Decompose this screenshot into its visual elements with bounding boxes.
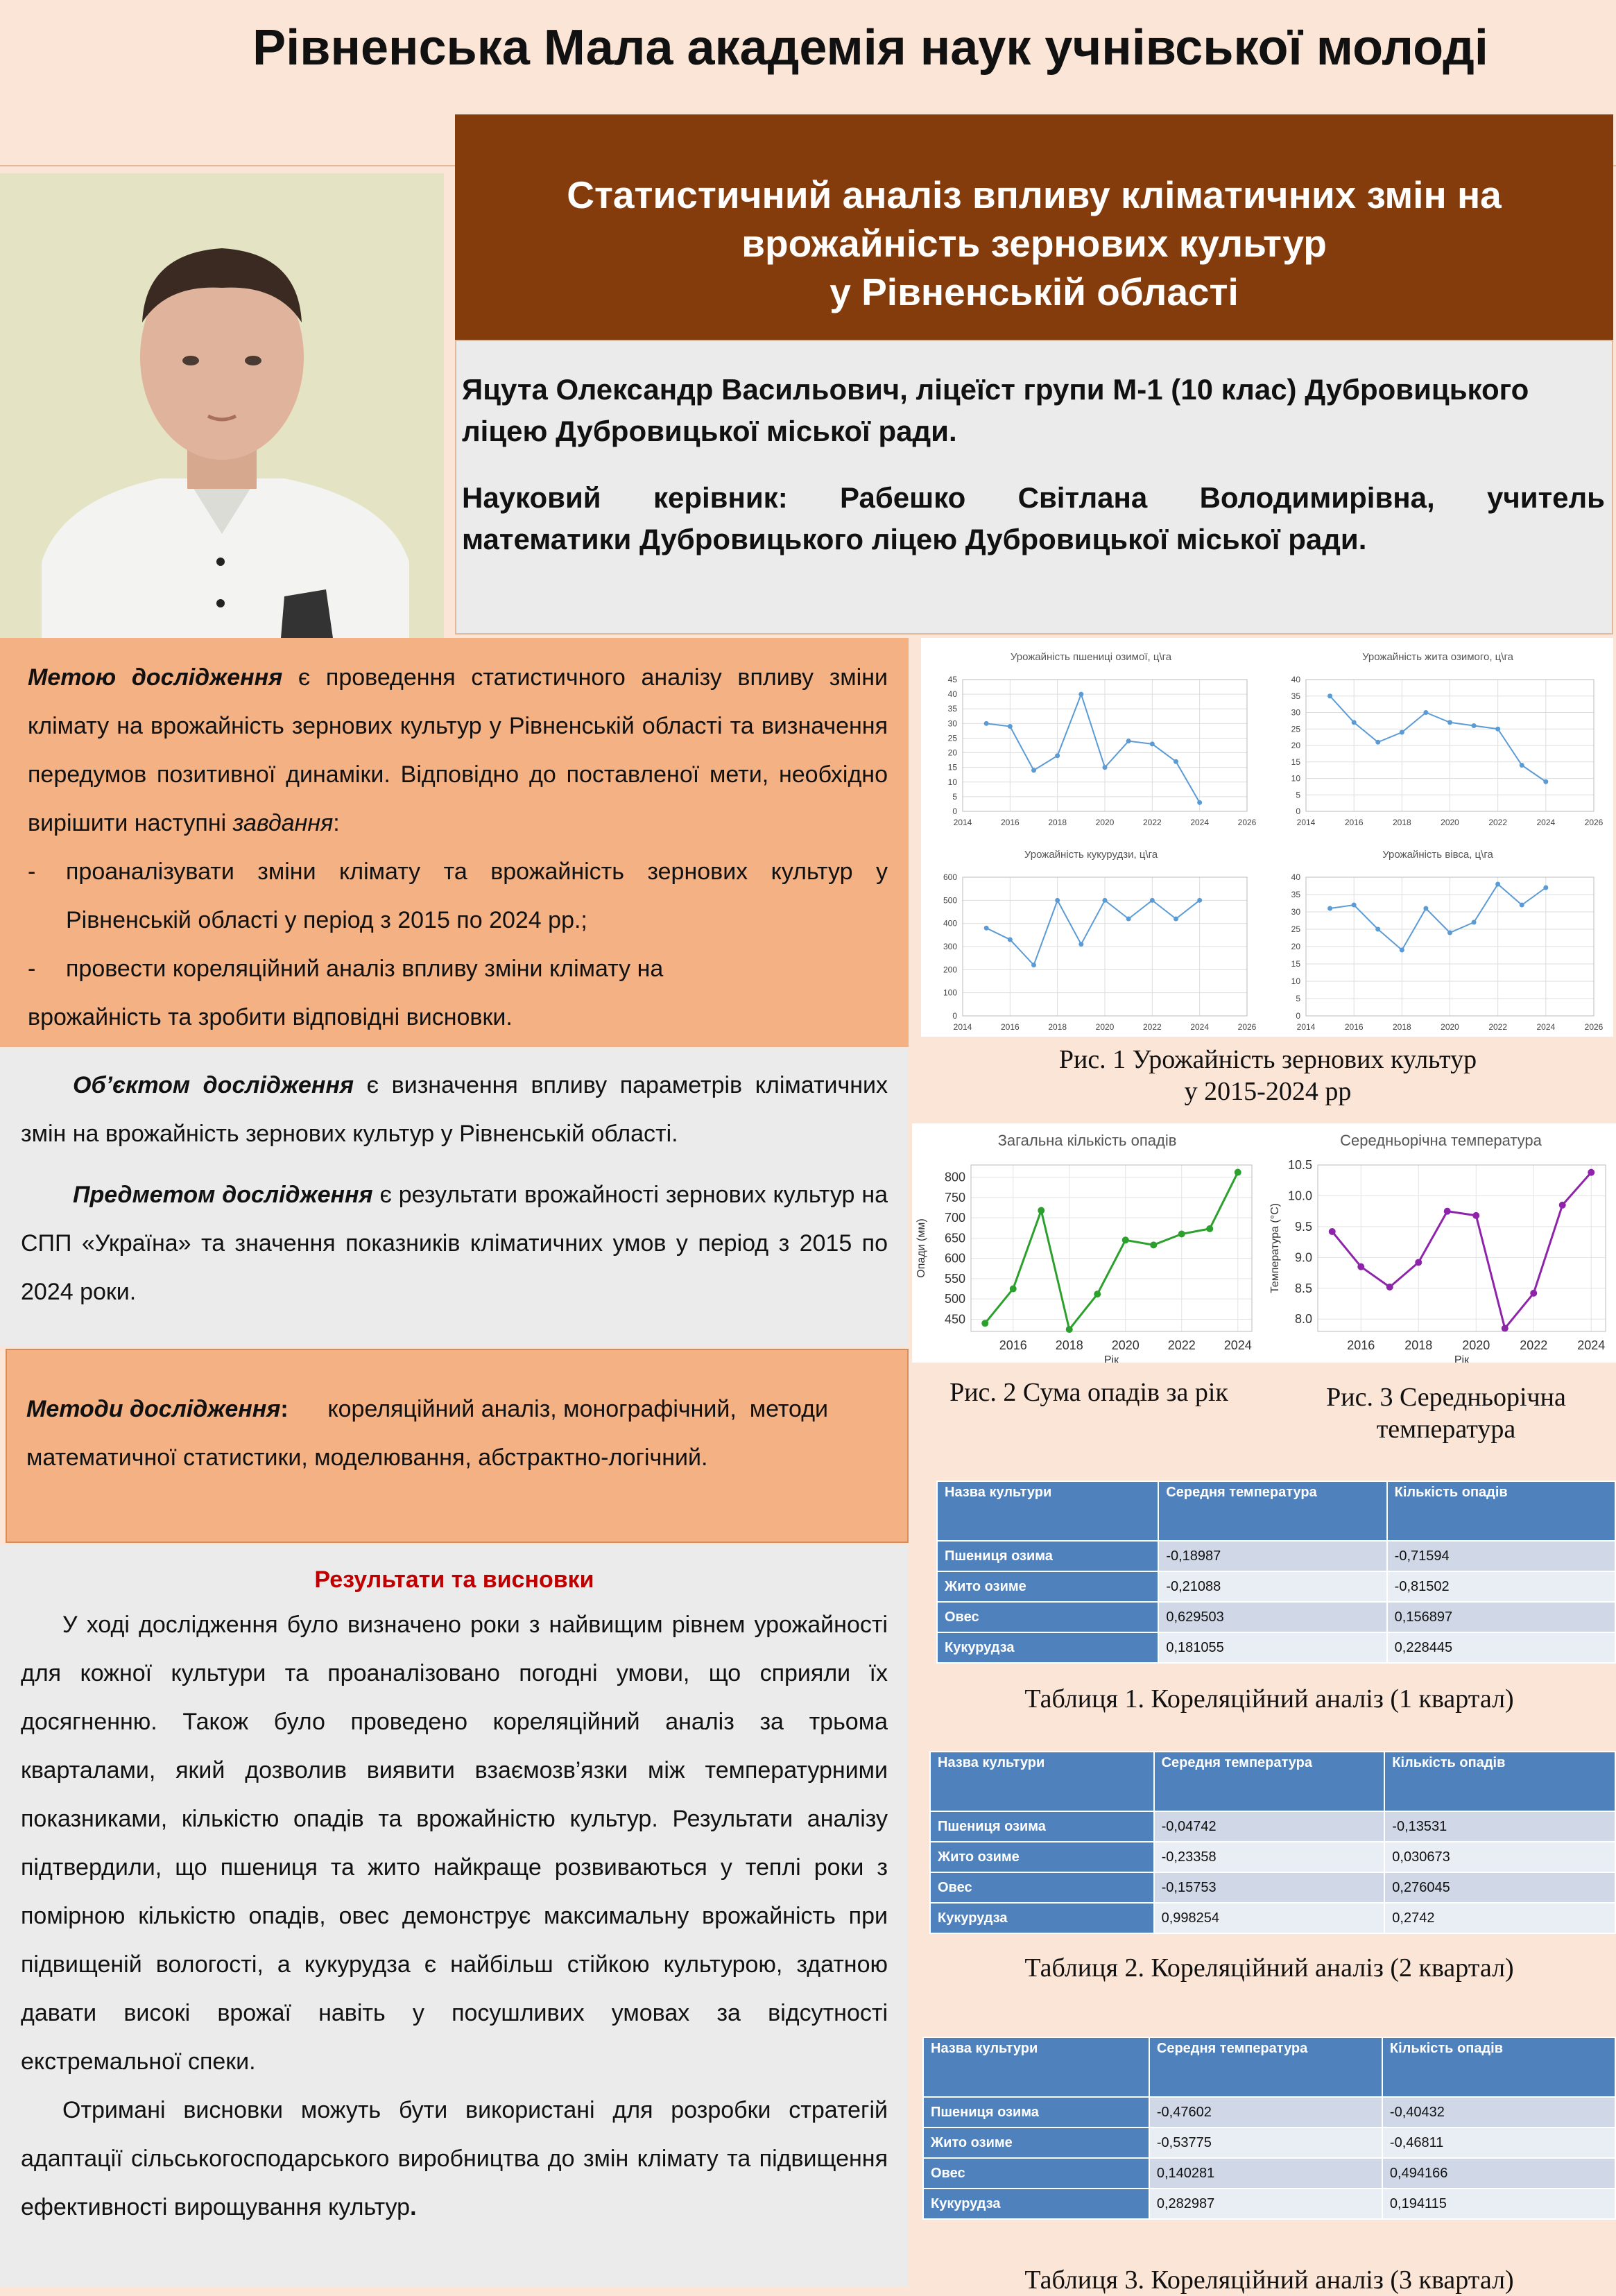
task-item bbox=[28, 847, 888, 944]
x-tick-label: 2022 bbox=[1142, 1022, 1162, 1032]
title-line: у Рівненській області bbox=[830, 270, 1239, 313]
x-tick-label: 2018 bbox=[1392, 1022, 1411, 1032]
table-header-cell: Кількість опадів bbox=[1384, 1752, 1615, 1811]
y-tick-label: 9.0 bbox=[1294, 1250, 1312, 1265]
crop-name-cell: Овес bbox=[937, 1602, 1158, 1632]
y-tick-label: 30 bbox=[1291, 907, 1300, 917]
y-tick-label: 10.5 bbox=[1287, 1158, 1312, 1172]
results-section bbox=[0, 1545, 921, 2287]
table-row bbox=[923, 2127, 1615, 2158]
correlation-value-cell: -0,81502 bbox=[1387, 1571, 1615, 1602]
object-paragraph bbox=[21, 1061, 888, 1158]
data-point bbox=[1031, 768, 1036, 772]
data-point bbox=[1122, 1236, 1129, 1243]
y-tick-label: 25 bbox=[1291, 724, 1300, 734]
table-header-cell: Назва культури bbox=[930, 1752, 1154, 1811]
data-point bbox=[1543, 779, 1548, 784]
data-point bbox=[1588, 1169, 1594, 1176]
y-tick-label: 10 bbox=[1291, 773, 1300, 784]
fig3-caption bbox=[1276, 1381, 1616, 1445]
results-p2-end: . bbox=[410, 2194, 417, 2220]
y-tick-label: 8.5 bbox=[1294, 1281, 1312, 1295]
y-tick-label: 0 bbox=[1296, 806, 1300, 816]
data-point bbox=[1078, 942, 1083, 947]
table-row bbox=[930, 1842, 1615, 1872]
methods-label: Методи дослідження bbox=[26, 1396, 281, 1422]
y-tick-label: 8.0 bbox=[1294, 1312, 1312, 1327]
data-point bbox=[1530, 1290, 1537, 1297]
results-paragraph: У ході дослідження було визначено роки з найвищим рівнем урожайності для кожної культури та проаналізовано погодні умови, що сприяли їх досягненню. Також було проведено кореляційний аналіз за трьома кварталами, який дозволив виявити взаємозв’язки між температурними показниками, кількістю опадів та врожайністю культур. Результати аналізу підтвердили, що пшениця та жито найкраще розвиваються у теплі роки з помірною кількістю опадів, овес демонструє максимальну врожайність при підвищеній вологості, а кукурудза є найбільш стійкою культурою, здатною давати високі врожаї навіть у посушливих умовах за відсутності екстремальної спеки. bbox=[21, 1612, 888, 2075]
y-tick-label: 40 bbox=[1291, 675, 1300, 684]
table-header-cell: Кількість опадів bbox=[1382, 2037, 1615, 2097]
data-point bbox=[1174, 759, 1178, 764]
data-point bbox=[1031, 963, 1036, 967]
chart-title: Урожайність жита озимого, ц\га bbox=[1362, 651, 1513, 663]
data-point bbox=[1038, 1207, 1045, 1214]
data-point bbox=[1206, 1225, 1213, 1232]
chart-title: Урожайність пшениці озимої, ц\га bbox=[1010, 651, 1172, 663]
y-tick-label: 35 bbox=[1291, 890, 1300, 899]
data-point bbox=[1502, 1325, 1508, 1332]
methods-colon: : bbox=[280, 1396, 289, 1422]
correlation-value-cell: 0,276045 bbox=[1384, 1872, 1615, 1903]
author-photo bbox=[0, 173, 444, 638]
title-bar bbox=[455, 114, 1613, 170]
crop-name-cell: Жито озиме bbox=[937, 1571, 1158, 1602]
x-tick-label: 2020 bbox=[1095, 818, 1115, 827]
task-dash: - bbox=[28, 858, 36, 885]
x-tick-label: 2016 bbox=[1000, 1022, 1020, 1032]
portrait-image bbox=[0, 173, 444, 638]
table-header-cell: Назва культури bbox=[937, 1481, 1158, 1541]
table2-caption: Таблиця 2. Кореляційний аналіз (2 квартал) bbox=[1024, 1953, 1514, 1983]
table-row bbox=[937, 1541, 1615, 1571]
data-point bbox=[1178, 1231, 1185, 1238]
table-row bbox=[923, 2158, 1615, 2189]
y-tick-label: 25 bbox=[1291, 924, 1300, 934]
correlation-value-cell: 0,194115 bbox=[1382, 2189, 1615, 2219]
x-tick-label: 2026 bbox=[1237, 1022, 1257, 1032]
data-point bbox=[1357, 1263, 1364, 1270]
y-tick-label: 200 bbox=[943, 965, 957, 975]
data-point bbox=[1447, 931, 1452, 935]
advisor-line: Науковий керівник: Рабешко Світлана Володимирівна, учитель bbox=[462, 481, 1605, 514]
data-point bbox=[1423, 710, 1428, 715]
x-tick-label: 2024 bbox=[1536, 1022, 1556, 1032]
data-point bbox=[1400, 948, 1404, 953]
data-point bbox=[1094, 1291, 1101, 1297]
data-point bbox=[984, 926, 989, 931]
methods-section bbox=[6, 1349, 909, 1543]
correlation-value-cell: 0,140281 bbox=[1149, 2158, 1382, 2189]
x-tick-label: 2024 bbox=[1536, 818, 1556, 827]
correlation-value-cell: 0,282987 bbox=[1149, 2189, 1382, 2219]
data-point bbox=[1329, 1228, 1336, 1235]
x-tick-label: 2016 bbox=[1347, 1338, 1375, 1352]
data-point bbox=[1472, 920, 1477, 925]
data-point bbox=[1078, 692, 1083, 697]
series-line bbox=[986, 694, 1200, 802]
precipitation-chart bbox=[912, 1123, 1262, 1363]
correlation-value-cell: -0,53775 bbox=[1149, 2127, 1382, 2158]
data-point bbox=[1197, 800, 1202, 805]
y-tick-label: 550 bbox=[944, 1271, 965, 1286]
data-point bbox=[1150, 741, 1155, 746]
subject-paragraph bbox=[21, 1171, 888, 1316]
tasks-colon: : bbox=[333, 810, 340, 836]
y-tick-label: 600 bbox=[943, 872, 957, 882]
y-tick-label: 35 bbox=[1291, 691, 1300, 701]
data-point bbox=[1150, 1241, 1157, 1248]
y-tick-label: 15 bbox=[1291, 757, 1300, 767]
crop-name-cell: Овес bbox=[930, 1872, 1154, 1903]
correlation-value-cell: -0,23358 bbox=[1154, 1842, 1385, 1872]
data-point bbox=[1495, 882, 1500, 887]
crop-name-cell: Кукурудза bbox=[923, 2189, 1149, 2219]
data-point bbox=[1543, 886, 1548, 890]
aim-label: Метою дослідження bbox=[28, 664, 283, 691]
aim-text: є проведення статистичного аналізу впливу зміни клімату на врожайність зернових культур у Рівненській області та визначення передумов позитивної динаміки. Відповідно до поставленої мети, необхідно вирішити наступні bbox=[28, 664, 888, 836]
y-tick-label: 30 bbox=[1291, 707, 1300, 718]
data-point bbox=[1010, 1286, 1017, 1293]
y-tick-label: 40 bbox=[947, 689, 957, 700]
x-tick-label: 2016 bbox=[1344, 1022, 1364, 1032]
data-point bbox=[1352, 903, 1357, 908]
data-point bbox=[1327, 693, 1332, 698]
data-point bbox=[1352, 720, 1357, 725]
table-header-cell: Середня температура bbox=[1158, 1481, 1386, 1541]
data-point bbox=[1197, 898, 1202, 903]
data-point bbox=[1375, 740, 1380, 745]
temperature-chart bbox=[1266, 1123, 1616, 1363]
data-point bbox=[1055, 898, 1060, 903]
tasks-word: завдання bbox=[232, 810, 334, 836]
correlation-table-2 bbox=[929, 1751, 1616, 1934]
data-point bbox=[1126, 917, 1131, 922]
table-header-cell: Назва культури bbox=[923, 2037, 1149, 2097]
crop-name-cell: Кукурудза bbox=[930, 1903, 1154, 1933]
correlation-value-cell: 0,494166 bbox=[1382, 2158, 1615, 2189]
table-row bbox=[930, 1903, 1615, 1933]
data-point bbox=[1375, 927, 1380, 932]
rye-yield-chart bbox=[1268, 638, 1608, 832]
object-section bbox=[0, 1048, 909, 1347]
caption-line: Рис. 3 Середньорічна bbox=[1326, 1383, 1566, 1412]
correlation-value-cell: 0,181055 bbox=[1158, 1632, 1386, 1663]
correlation-value-cell: -0,15753 bbox=[1154, 1872, 1385, 1903]
data-point bbox=[1235, 1169, 1241, 1176]
table1-caption: Таблиця 1. Кореляційний аналіз (1 квартал) bbox=[1024, 1684, 1514, 1714]
data-point bbox=[1400, 730, 1404, 735]
x-tick-label: 2024 bbox=[1190, 1022, 1210, 1032]
caption-line: Рис. 1 Урожайність зернових культур bbox=[1058, 1045, 1477, 1074]
x-tick-label: 2016 bbox=[999, 1338, 1027, 1352]
data-point bbox=[1066, 1326, 1073, 1333]
crop-name-cell: Овес bbox=[923, 2158, 1149, 2189]
x-tick-label: 2020 bbox=[1441, 1022, 1459, 1032]
x-tick-label: 2016 bbox=[1000, 818, 1020, 827]
correlation-value-cell: 0,030673 bbox=[1384, 1842, 1615, 1872]
task-item bbox=[28, 944, 888, 993]
data-point bbox=[1008, 938, 1013, 942]
data-point bbox=[1103, 898, 1108, 903]
data-point bbox=[1520, 763, 1524, 768]
y-tick-label: 500 bbox=[943, 895, 957, 906]
author-info bbox=[455, 340, 1613, 635]
y-axis-label: Опади (мм) bbox=[916, 1218, 927, 1278]
aim-paragraph bbox=[28, 653, 888, 847]
x-tick-label: 2014 bbox=[1296, 818, 1316, 827]
y-tick-label: 800 bbox=[944, 1170, 965, 1184]
data-point bbox=[1444, 1208, 1451, 1215]
object-text: є визначення впливу параметрів кліматичних змін на врожайність зернових культур у Рівненській області. bbox=[21, 1072, 888, 1147]
results-heading: Результати та висновки bbox=[314, 1566, 594, 1593]
x-tick-label: 2014 bbox=[953, 818, 972, 827]
advisor bbox=[462, 477, 1605, 560]
y-tick-label: 9.5 bbox=[1294, 1219, 1312, 1234]
data-point bbox=[1415, 1259, 1422, 1266]
correlation-value-cell: 0,998254 bbox=[1154, 1903, 1385, 1933]
data-point bbox=[1386, 1284, 1393, 1291]
table-row bbox=[923, 2189, 1615, 2219]
x-tick-label: 2024 bbox=[1190, 818, 1210, 827]
y-tick-label: 30 bbox=[947, 718, 957, 729]
methods-text: кореляційний аналіз, монографічний, методи математичної статистики, моделювання, абстрактно-логічний. bbox=[26, 1396, 835, 1471]
y-tick-label: 0 bbox=[1296, 1011, 1300, 1021]
title-line: врожайність зернових культур bbox=[741, 222, 1327, 265]
x-tick-label: 2022 bbox=[1488, 818, 1508, 827]
data-point bbox=[1447, 720, 1452, 725]
crop-name-cell: Пшениця озима bbox=[937, 1541, 1158, 1571]
task-dash: - bbox=[28, 956, 36, 982]
data-point bbox=[1174, 917, 1178, 922]
chart-title: Загальна кількість опадів bbox=[997, 1132, 1177, 1149]
title-line: Статистичний аналіз впливу кліматичних змін на bbox=[567, 173, 1502, 216]
correlation-value-cell: -0,40432 bbox=[1382, 2097, 1615, 2127]
y-tick-label: 600 bbox=[944, 1251, 965, 1266]
x-tick-label: 2018 bbox=[1055, 1338, 1083, 1352]
y-tick-label: 40 bbox=[1291, 872, 1300, 882]
correlation-value-cell: 0,2742 bbox=[1384, 1903, 1615, 1933]
x-tick-label: 2022 bbox=[1488, 1022, 1508, 1032]
x-tick-label: 2020 bbox=[1462, 1338, 1490, 1352]
y-tick-label: 700 bbox=[944, 1211, 965, 1225]
correlation-table-3 bbox=[922, 2037, 1616, 2220]
x-tick-label: 2024 bbox=[1577, 1338, 1606, 1352]
x-tick-label: 2016 bbox=[1344, 818, 1364, 827]
y-tick-label: 0 bbox=[952, 1011, 957, 1021]
data-point bbox=[1559, 1202, 1566, 1209]
data-point bbox=[1520, 903, 1524, 908]
data-point bbox=[1008, 724, 1013, 729]
y-tick-label: 15 bbox=[1291, 959, 1300, 969]
table-header-cell: Середня температура bbox=[1149, 2037, 1382, 2097]
y-tick-label: 450 bbox=[944, 1312, 965, 1327]
correlation-value-cell: -0,21088 bbox=[1158, 1571, 1386, 1602]
crop-name-cell: Пшениця озима bbox=[923, 2097, 1149, 2127]
x-tick-label: 2026 bbox=[1584, 1022, 1604, 1032]
data-point bbox=[1150, 898, 1155, 903]
y-tick-label: 0 bbox=[952, 806, 957, 816]
x-tick-label: 2024 bbox=[1223, 1338, 1252, 1352]
data-point bbox=[1495, 727, 1500, 732]
correlation-value-cell: -0,47602 bbox=[1149, 2097, 1382, 2127]
caption-line: температура bbox=[1376, 1415, 1516, 1444]
series-line bbox=[986, 900, 1200, 965]
x-tick-label: 2022 bbox=[1167, 1338, 1196, 1352]
task-text: проаналізувати зміни клімату та врожайність зернових культур у Рівненській області у період з 2015 по 2024 рр.; bbox=[66, 858, 888, 933]
table-header-cell: Кількість опадів bbox=[1387, 1481, 1615, 1541]
table-row bbox=[937, 1571, 1615, 1602]
x-tick-label: 2022 bbox=[1142, 818, 1162, 827]
x-tick-label: 2020 bbox=[1441, 818, 1459, 827]
table-row bbox=[923, 2097, 1615, 2127]
data-point bbox=[984, 721, 989, 726]
data-point bbox=[1327, 906, 1332, 911]
y-tick-label: 5 bbox=[952, 791, 957, 802]
oats-yield-chart bbox=[1268, 836, 1608, 1037]
x-tick-label: 2018 bbox=[1392, 818, 1411, 827]
crop-name-cell: Пшениця озима bbox=[930, 1811, 1154, 1842]
chart-title: Урожайність кукурудзи, ц\га bbox=[1024, 849, 1158, 861]
y-tick-label: 300 bbox=[943, 942, 957, 951]
correlation-table-1 bbox=[936, 1481, 1616, 1664]
x-tick-label: 2018 bbox=[1048, 818, 1067, 827]
table3-caption: Таблиця 3. Кореляційний аналіз (3 квартал) bbox=[1024, 2265, 1514, 2295]
y-tick-label: 10 bbox=[1291, 976, 1300, 986]
y-tick-label: 20 bbox=[1291, 942, 1300, 951]
table-row bbox=[930, 1811, 1615, 1842]
x-tick-label: 2026 bbox=[1237, 818, 1257, 827]
correlation-value-cell: 0,156897 bbox=[1387, 1602, 1615, 1632]
advisor-line: математики Дубровицького ліцею Дубровицької міської ради. bbox=[462, 523, 1367, 555]
data-point bbox=[1472, 723, 1477, 728]
y-tick-label: 10.0 bbox=[1287, 1189, 1312, 1203]
table-header-cell: Середня температура bbox=[1154, 1752, 1385, 1811]
caption-line: у 2015-2024 рр bbox=[1184, 1077, 1352, 1106]
y-tick-label: 25 bbox=[947, 733, 957, 743]
correlation-value-cell: -0,04742 bbox=[1154, 1811, 1385, 1842]
corn-yield-chart bbox=[921, 836, 1261, 1037]
correlation-value-cell: 0,228445 bbox=[1387, 1632, 1615, 1663]
series-line bbox=[1330, 884, 1546, 950]
x-tick-label: 2018 bbox=[1404, 1338, 1433, 1352]
y-tick-label: 500 bbox=[944, 1292, 965, 1306]
results-paragraph bbox=[21, 2086, 921, 2232]
data-point bbox=[1126, 739, 1131, 743]
crop-name-cell: Жито озиме bbox=[930, 1842, 1154, 1872]
table-row bbox=[937, 1632, 1615, 1663]
author-name: Яцута Олександр Васильович, ліцеїст групи М-1 (10 клас) Дубровицького ліцею Дубровицької міської ради. bbox=[462, 373, 1529, 447]
x-tick-label: 2018 bbox=[1048, 1022, 1067, 1032]
y-tick-label: 20 bbox=[1291, 741, 1300, 750]
correlation-value-cell: -0,13531 bbox=[1384, 1811, 1615, 1842]
object-label: Об’єктом дослідження bbox=[73, 1072, 354, 1098]
task-text: провести кореляційний аналіз впливу зміни клімату на bbox=[66, 956, 664, 982]
y-tick-label: 5 bbox=[1296, 790, 1300, 800]
y-tick-label: 100 bbox=[943, 987, 957, 998]
subject-text: є результати врожайності зернових культур на СПП «Україна» та значення показників кліматичних умов у період з 2015 по 2024 роки. bbox=[21, 1182, 888, 1305]
correlation-value-cell: -0,18987 bbox=[1158, 1541, 1386, 1571]
fig1-caption bbox=[922, 1044, 1613, 1107]
aim-tail: врожайність та зробити відповідні висновки. bbox=[28, 1004, 513, 1030]
data-point bbox=[1472, 1212, 1479, 1219]
x-tick-label: 2020 bbox=[1111, 1338, 1140, 1352]
x-tick-label: 2020 bbox=[1095, 1022, 1115, 1032]
y-tick-label: 650 bbox=[944, 1231, 965, 1245]
series-line bbox=[1330, 696, 1546, 782]
y-tick-label: 45 bbox=[947, 675, 957, 684]
correlation-value-cell: -0,71594 bbox=[1387, 1541, 1615, 1571]
wheat-yield-chart bbox=[921, 638, 1261, 832]
fig2-caption: Рис. 2 Сума опадів за рік bbox=[949, 1378, 1228, 1407]
correlation-value-cell: -0,46811 bbox=[1382, 2127, 1615, 2158]
data-point bbox=[981, 1320, 988, 1327]
crop-name-cell: Кукурудза bbox=[937, 1632, 1158, 1663]
y-tick-label: 35 bbox=[947, 704, 957, 714]
x-tick-label: 2026 bbox=[1584, 818, 1604, 827]
crop-name-cell: Жито озиме bbox=[923, 2127, 1149, 2158]
results-p2-text: Отримані висновки можуть бути використані для розробки стратегій адаптації сільськогосподарського виробництва до змін клімату та підвищення ефективності вирощування культур bbox=[21, 2097, 921, 2220]
y-tick-label: 20 bbox=[947, 748, 957, 758]
table-row bbox=[937, 1602, 1615, 1632]
y-tick-label: 15 bbox=[947, 762, 957, 772]
y-tick-label: 5 bbox=[1296, 994, 1300, 1003]
correlation-value-cell: 0,629503 bbox=[1158, 1602, 1386, 1632]
x-axis-label: Рік bbox=[1454, 1354, 1470, 1363]
x-tick-label: 2014 bbox=[1296, 1022, 1316, 1032]
header-title: Рівненська Мала академія наук учнівської молоді bbox=[252, 20, 1488, 76]
subject-label: Предметом дослідження bbox=[73, 1182, 373, 1208]
fig23-panel bbox=[912, 1123, 1616, 1363]
table-row bbox=[930, 1872, 1615, 1903]
y-tick-label: 400 bbox=[943, 918, 957, 929]
y-tick-label: 10 bbox=[947, 777, 957, 787]
aim-section bbox=[0, 638, 909, 1047]
data-point bbox=[1423, 906, 1428, 911]
series-line bbox=[985, 1173, 1238, 1330]
data-point bbox=[1103, 765, 1108, 770]
x-tick-label: 2014 bbox=[953, 1022, 972, 1032]
chart-title: Урожайність вівса, ц\га bbox=[1382, 849, 1493, 861]
data-point bbox=[1055, 753, 1060, 758]
chart-title: Середньорічна температура bbox=[1340, 1132, 1542, 1149]
y-tick-label: 750 bbox=[944, 1190, 965, 1205]
fig1-panel bbox=[921, 638, 1613, 1037]
x-tick-label: 2022 bbox=[1520, 1338, 1548, 1352]
x-axis-label: Рік bbox=[1103, 1354, 1119, 1363]
y-axis-label: Температура (°C) bbox=[1269, 1203, 1281, 1293]
poster-title bbox=[455, 166, 1613, 340]
